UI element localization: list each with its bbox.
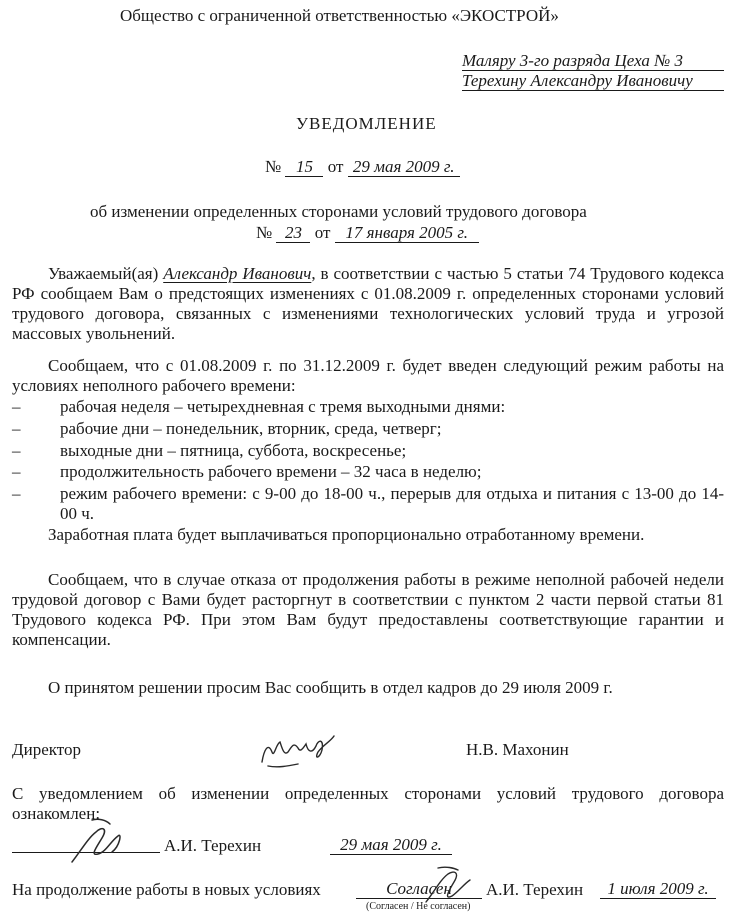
salutation-prefix: Уважаемый(ая) — [48, 264, 159, 283]
document-number-line — [265, 157, 460, 177]
paragraph-intro — [12, 264, 724, 344]
contract-date: 17 января 2005 г. — [335, 224, 479, 243]
list-dash: – — [12, 419, 21, 438]
recipient-block — [462, 51, 724, 91]
list-dash: – — [12, 441, 21, 460]
recipient-position: Маляру 3-го разряда Цеха № 3 — [462, 52, 724, 71]
document-date: 29 мая 2009 г. — [348, 158, 460, 177]
employee-name: А.И. Терехин — [164, 836, 262, 855]
organization-name: Общество с ограниченной ответственностью «ЭКОСТРОЙ» — [120, 6, 559, 25]
acknowledgement-date: 29 мая 2009 г. — [330, 836, 452, 855]
addressee-name: Александр Иванович — [163, 264, 312, 283]
paragraph-salary: Заработная плата будет выплачиваться пропорционально отработанному времени. — [48, 525, 645, 544]
contract-number-label: № — [256, 223, 273, 242]
document-title: УВЕДОМЛЕНИЕ — [296, 114, 437, 133]
number-label: № — [265, 157, 282, 176]
employee-signature — [62, 812, 132, 872]
recipient-name: Терехину Александру Ивановичу — [462, 72, 724, 91]
director-name: Н.В. Махонин — [466, 740, 569, 759]
paragraph-intro-text: , в соответствии с частью 5 статьи 74 Трудового кодекса РФ сообщаем Вам о предстоящих изменениях с 01.08.2009 г. определенных сторонами условий трудового договора, связанных с изменениями технологических условий труда и угрозой массовых увольнений. — [12, 264, 724, 343]
paragraph-schedule-intro — [12, 356, 724, 396]
consent-hint: (Согласен / Не согласен) — [366, 901, 471, 912]
list-item-text: рабочие дни – понедельник, вторник, среда, четверг; — [60, 419, 442, 438]
paragraph-schedule-text: Сообщаем, что с 01.08.2009 г. по 31.12.2009 г. будет введен следующий режим работы на условиях неполного рабочего времени: — [12, 356, 724, 395]
consent-date: 1 июля 2009 г. — [600, 880, 716, 899]
list-dash: – — [12, 462, 21, 481]
consent-text: На продолжение работы в новых условиях — [12, 880, 321, 899]
date-label: от — [327, 157, 344, 176]
director-signature — [258, 722, 348, 772]
acknowledgement-text: С уведомлением об изменении определенных сторонами условий трудового договора ознакомлен: — [12, 784, 724, 823]
document-number: 15 — [285, 158, 323, 177]
paragraph-termination-text: Сообщаем, что в случае отказа от продолжения работы в режиме неполной рабочей недели трудовой договор с Вами будет расторгнут в соответствии с пунктом 2 части первой статьи 81 Трудового кодекса РФ. При этом Вам будут предоставлены соответствующие гарантии и компенсации. — [12, 570, 724, 649]
contract-number: 23 — [276, 224, 310, 243]
list-dash: – — [12, 484, 21, 503]
consent-employee-name: А.И. Терехин — [486, 880, 584, 899]
list-item-text: режим рабочего времени: с 9-00 до 18-00 ч., перерыв для отдыха и питания с 13-00 до 14-00 ч. — [60, 484, 724, 523]
list-dash: – — [12, 397, 21, 416]
paragraph-termination — [12, 570, 724, 650]
document-subject: об изменении определенных сторонами условий трудового договора — [90, 202, 587, 221]
list-item-text: продолжительность рабочего времени – 32 часа в неделю; — [60, 462, 482, 481]
consent-answer: Согласен — [356, 880, 482, 899]
contract-reference — [256, 223, 479, 243]
paragraph-deadline: О принятом решении просим Вас сообщить в отдел кадров до 29 июля 2009 г. — [48, 678, 613, 697]
director-position: Директор — [12, 740, 81, 759]
contract-date-label: от — [314, 223, 331, 242]
list-item-text: рабочая неделя – четырехдневная с тремя выходными днями: — [60, 397, 506, 416]
list-item-text: выходные дни – пятница, суббота, воскресенье; — [60, 441, 407, 460]
